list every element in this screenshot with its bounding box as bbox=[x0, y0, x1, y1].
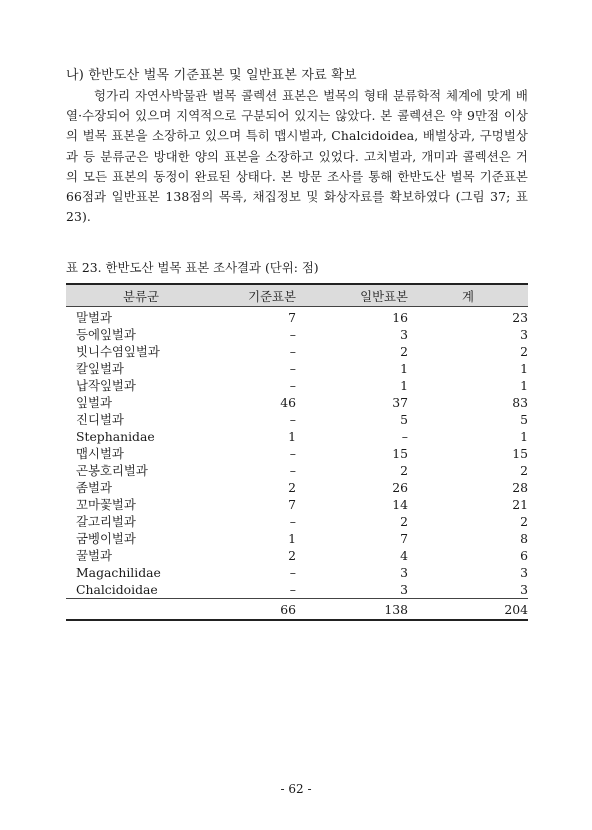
total-cell: 3 bbox=[520, 582, 528, 597]
total-cell: 83 bbox=[512, 395, 528, 410]
general-specimens-cell: 5 bbox=[400, 412, 408, 427]
table-row bbox=[66, 428, 528, 445]
taxon-cell: Magachilidae bbox=[76, 565, 161, 580]
total-cell: 3 bbox=[520, 565, 528, 580]
table-row bbox=[66, 326, 528, 343]
table-row bbox=[66, 496, 528, 513]
table-row bbox=[66, 377, 528, 394]
total-cell: 5 bbox=[520, 412, 528, 427]
page-number: - 62 - bbox=[280, 782, 312, 796]
section-heading: 나) 한반도산 벌목 기준표본 및 일반표본 자료 확보 bbox=[66, 68, 357, 83]
table-row bbox=[66, 307, 528, 327]
table-row bbox=[66, 547, 528, 564]
table-row bbox=[66, 530, 528, 547]
table-row bbox=[66, 394, 528, 411]
total-cell: 2 bbox=[520, 514, 528, 529]
type-specimens-cell: – bbox=[289, 446, 296, 461]
type-specimens-cell: – bbox=[289, 327, 296, 342]
general-specimens-cell: 14 bbox=[392, 497, 408, 512]
general-specimens-cell: 4 bbox=[400, 548, 408, 563]
taxon-cell: 납작잎벌과 bbox=[76, 378, 136, 393]
taxon-cell: 잎벌과 bbox=[76, 395, 112, 410]
total-cell: 2 bbox=[520, 463, 528, 478]
general-specimens-cell: 3 bbox=[400, 327, 408, 342]
table-total-row bbox=[66, 599, 528, 621]
total-cell: 1 bbox=[520, 429, 528, 444]
taxon-cell: Stephanidae bbox=[76, 429, 155, 444]
taxon-cell: 등에잎벌과 bbox=[76, 327, 136, 342]
general-specimens-cell: 2 bbox=[400, 514, 408, 529]
general-specimens-cell: 1 bbox=[400, 378, 408, 393]
table-row bbox=[66, 564, 528, 581]
total-cell: 1 bbox=[520, 361, 528, 376]
type-specimens-cell: 1 bbox=[288, 531, 296, 546]
total-all: 204 bbox=[504, 601, 528, 617]
total-general-specimens: 138 bbox=[384, 601, 408, 617]
general-specimens-cell: 2 bbox=[400, 463, 408, 478]
total-cell: 23 bbox=[512, 310, 528, 325]
type-specimens-cell: – bbox=[289, 582, 296, 597]
type-specimens-cell: 1 bbox=[288, 429, 296, 444]
general-specimens-cell: 16 bbox=[392, 310, 408, 325]
general-specimens-cell: 2 bbox=[400, 344, 408, 359]
type-specimens-cell: – bbox=[289, 361, 296, 376]
table-row bbox=[66, 462, 528, 479]
taxon-cell: 꿀벌과 bbox=[76, 548, 112, 563]
type-specimens-cell: – bbox=[289, 344, 296, 359]
taxon-cell: 갈고리벌과 bbox=[76, 514, 136, 529]
table-row bbox=[66, 343, 528, 360]
total-cell: 21 bbox=[512, 497, 528, 512]
general-specimens-cell: 7 bbox=[400, 531, 408, 546]
general-specimens-cell: 3 bbox=[400, 565, 408, 580]
type-specimens-cell: – bbox=[289, 378, 296, 393]
taxon-cell: 말벌과 bbox=[76, 310, 112, 325]
body-paragraph: 헝가리 자연사박물관 벌목 콜렉션 표본은 벌목의 형태 분류학적 체계에 맞게 배열·수장되어 있으며 지역적으로 구분되어 있지는 않았다. 본 콜렉션은 약 9만점 이상의 벌목 표본을 소장하고 있으며 특히 맵시벌과, Chalcidoidea, 배벌상과, 구멍벌상과 등 분류군은 방대한 양의 표본을 소장하고 있었다. 고치벌과, 개미과 콜렉션은 거의 모든 표본의 동정이 완료된 상태다. 본 방문 조사를 통해 한반도산 벌목 기준표본 66점과 일반표본 138점의 목록, 채집정보 및 화상자료를 확보하였다 (그림 37; 표 23). bbox=[66, 88, 528, 225]
taxon-cell: 굼벵이벌과 bbox=[76, 531, 136, 546]
taxon-cell: 빗니수염잎벌과 bbox=[76, 344, 160, 359]
total-label bbox=[66, 599, 216, 621]
header-general-specimens: 일반표본 bbox=[360, 288, 408, 304]
type-specimens-cell: 46 bbox=[280, 395, 296, 410]
table-row bbox=[66, 445, 528, 462]
table-row bbox=[66, 360, 528, 377]
header-total: 계 bbox=[462, 288, 474, 304]
type-specimens-cell: – bbox=[289, 463, 296, 478]
taxon-cell: 칼잎벌과 bbox=[76, 361, 124, 376]
total-type-specimens: 66 bbox=[280, 601, 296, 617]
general-specimens-cell: 37 bbox=[392, 395, 408, 410]
taxon-cell: 맵시벌과 bbox=[76, 446, 124, 461]
total-cell: 2 bbox=[520, 344, 528, 359]
header-taxon: 분류군 bbox=[123, 288, 159, 304]
total-cell: 6 bbox=[520, 548, 528, 563]
total-cell: 15 bbox=[512, 446, 528, 461]
type-specimens-cell: 2 bbox=[288, 548, 296, 563]
type-specimens-cell: – bbox=[289, 412, 296, 427]
total-cell: 8 bbox=[520, 531, 528, 546]
taxon-cell: 곤봉호리벌과 bbox=[76, 463, 148, 478]
total-cell: 28 bbox=[512, 480, 528, 495]
table-row bbox=[66, 581, 528, 599]
type-specimens-cell: – bbox=[289, 514, 296, 529]
taxon-cell: 꼬마꽃벌과 bbox=[76, 497, 136, 512]
general-specimens-cell: 1 bbox=[400, 361, 408, 376]
header-type-specimens: 기준표본 bbox=[248, 288, 296, 304]
taxon-cell: 좀벌과 bbox=[76, 480, 112, 495]
general-specimens-cell: 26 bbox=[392, 480, 408, 495]
taxon-cell: 진디벌과 bbox=[76, 412, 124, 427]
type-specimens-cell: 2 bbox=[288, 480, 296, 495]
total-cell: 3 bbox=[520, 327, 528, 342]
table-caption: 표 23. 한반도산 벌목 표본 조사결과 (단위: 점) bbox=[66, 260, 319, 275]
general-specimens-cell: 15 bbox=[392, 446, 408, 461]
taxon-cell: Chalcidoidae bbox=[76, 582, 158, 597]
type-specimens-cell: 7 bbox=[288, 497, 296, 512]
specimen-table bbox=[66, 283, 528, 621]
table-row bbox=[66, 513, 528, 530]
table-row bbox=[66, 411, 528, 428]
type-specimens-cell: 7 bbox=[288, 310, 296, 325]
general-specimens-cell: – bbox=[401, 429, 408, 444]
type-specimens-cell: – bbox=[289, 565, 296, 580]
table-header-row bbox=[66, 284, 528, 307]
table-row bbox=[66, 479, 528, 496]
total-cell: 1 bbox=[520, 378, 528, 393]
general-specimens-cell: 3 bbox=[400, 582, 408, 597]
